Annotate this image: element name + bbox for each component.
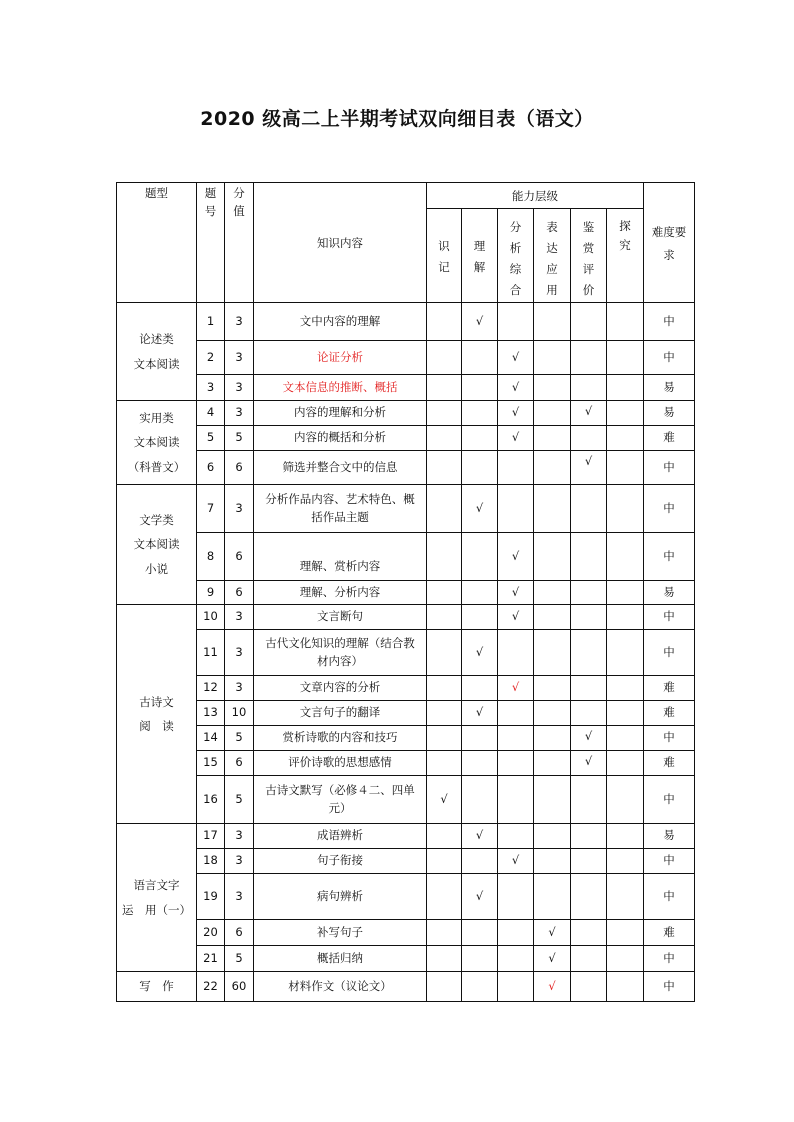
table-row xyxy=(117,533,695,581)
question-score: 3 xyxy=(225,849,254,874)
table-row xyxy=(117,776,695,824)
check-express: √ xyxy=(534,920,571,946)
check-analyze xyxy=(498,972,534,1002)
table-row xyxy=(117,726,695,751)
difficulty: 易 xyxy=(644,401,695,426)
check-memory xyxy=(427,751,462,776)
check-analyze: √ xyxy=(498,401,534,426)
header-analyze xyxy=(498,209,534,303)
difficulty: 中 xyxy=(644,485,695,533)
table-row xyxy=(117,605,695,630)
knowledge-content: 评价诗歌的思想感情 xyxy=(254,751,427,776)
check-appreciate xyxy=(571,946,607,972)
check-explore xyxy=(607,605,644,630)
question-number: 16 xyxy=(197,776,225,824)
check-understand xyxy=(462,751,498,776)
difficulty: 难 xyxy=(644,701,695,726)
difficulty: 中 xyxy=(644,533,695,581)
check-express xyxy=(534,849,571,874)
header-analyze-text: 分 析 综 合 xyxy=(509,220,522,297)
check-explore xyxy=(607,581,644,605)
table-row xyxy=(117,341,695,375)
table-row xyxy=(117,751,695,776)
check-express xyxy=(534,605,571,630)
difficulty: 中 xyxy=(644,849,695,874)
header-difficulty xyxy=(644,183,695,303)
check-appreciate xyxy=(571,676,607,701)
check-analyze xyxy=(498,485,534,533)
difficulty: 难 xyxy=(644,920,695,946)
check-understand xyxy=(462,426,498,451)
table-row xyxy=(117,303,695,341)
question-number: 1 xyxy=(197,303,225,341)
question-score: 3 xyxy=(225,485,254,533)
check-appreciate xyxy=(571,426,607,451)
check-memory xyxy=(427,726,462,751)
question-score: 6 xyxy=(225,751,254,776)
check-memory xyxy=(427,605,462,630)
check-understand xyxy=(462,946,498,972)
header-express xyxy=(534,209,571,303)
check-express xyxy=(534,776,571,824)
question-score: 5 xyxy=(225,776,254,824)
question-number: 19 xyxy=(197,874,225,920)
check-explore xyxy=(607,485,644,533)
check-memory xyxy=(427,676,462,701)
check-analyze xyxy=(498,303,534,341)
check-analyze xyxy=(498,451,534,485)
check-understand xyxy=(462,920,498,946)
difficulty: 中 xyxy=(644,605,695,630)
header-appreciate-text: 鉴 赏 评 价 xyxy=(582,220,595,297)
check-explore xyxy=(607,972,644,1002)
check-explore xyxy=(607,726,644,751)
check-appreciate: √ xyxy=(571,451,607,485)
check-memory xyxy=(427,920,462,946)
difficulty: 中 xyxy=(644,630,695,676)
check-understand xyxy=(462,581,498,605)
check-explore xyxy=(607,946,644,972)
question-number: 11 xyxy=(197,630,225,676)
question-number: 4 xyxy=(197,401,225,426)
check-memory xyxy=(427,303,462,341)
check-memory xyxy=(427,581,462,605)
check-express xyxy=(534,451,571,485)
check-analyze xyxy=(498,874,534,920)
check-express xyxy=(534,581,571,605)
knowledge-content: 补写句子 xyxy=(254,920,427,946)
question-score: 3 xyxy=(225,303,254,341)
check-understand: √ xyxy=(462,303,498,341)
check-understand xyxy=(462,375,498,401)
check-appreciate xyxy=(571,581,607,605)
header-number xyxy=(197,183,225,303)
check-understand xyxy=(462,451,498,485)
question-number: 22 xyxy=(197,972,225,1002)
question-score: 3 xyxy=(225,676,254,701)
check-analyze: √ xyxy=(498,849,534,874)
check-appreciate xyxy=(571,849,607,874)
check-express xyxy=(534,630,571,676)
table-row xyxy=(117,451,695,485)
group-label: 语言文字 运 用（一） xyxy=(117,824,197,972)
check-understand: √ xyxy=(462,485,498,533)
check-appreciate xyxy=(571,630,607,676)
question-score: 5 xyxy=(225,726,254,751)
check-express: √ xyxy=(534,972,571,1002)
header-memory-text: 识 记 xyxy=(438,238,450,274)
question-score: 6 xyxy=(225,581,254,605)
check-understand xyxy=(462,401,498,426)
knowledge-content: 句子衔接 xyxy=(254,849,427,874)
difficulty: 中 xyxy=(644,874,695,920)
group-label: 写 作 xyxy=(117,972,197,1002)
table-row xyxy=(117,426,695,451)
check-memory xyxy=(427,426,462,451)
check-explore xyxy=(607,303,644,341)
check-appreciate xyxy=(571,341,607,375)
check-analyze xyxy=(498,824,534,849)
check-memory xyxy=(427,874,462,920)
check-appreciate xyxy=(571,485,607,533)
check-explore xyxy=(607,849,644,874)
check-memory xyxy=(427,341,462,375)
difficulty: 中 xyxy=(644,451,695,485)
check-analyze: √ xyxy=(498,426,534,451)
difficulty: 中 xyxy=(644,776,695,824)
check-analyze xyxy=(498,946,534,972)
check-express xyxy=(534,401,571,426)
question-score: 3 xyxy=(225,401,254,426)
difficulty: 难 xyxy=(644,751,695,776)
header-understand xyxy=(462,209,498,303)
knowledge-content: 概括归纳 xyxy=(254,946,427,972)
knowledge-content: 内容的概括和分析 xyxy=(254,426,427,451)
check-explore xyxy=(607,630,644,676)
header-explore xyxy=(607,209,644,303)
check-understand xyxy=(462,972,498,1002)
group-label: 文学类 文本阅读 小说 xyxy=(117,485,197,605)
table-row xyxy=(117,946,695,972)
check-understand xyxy=(462,605,498,630)
question-number: 15 xyxy=(197,751,225,776)
check-explore xyxy=(607,401,644,426)
knowledge-content: 古代文化知识的理解（结合教 材内容） xyxy=(254,630,427,676)
knowledge-content: 文言断句 xyxy=(254,605,427,630)
check-analyze: √ xyxy=(498,581,534,605)
table-row xyxy=(117,485,695,533)
check-appreciate xyxy=(571,701,607,726)
check-understand: √ xyxy=(462,824,498,849)
difficulty: 中 xyxy=(644,946,695,972)
group-label: 古诗文 阅 读 xyxy=(117,605,197,824)
check-understand xyxy=(462,849,498,874)
check-memory xyxy=(427,375,462,401)
check-understand xyxy=(462,726,498,751)
table-row xyxy=(117,701,695,726)
header-express-text: 表 达 应 用 xyxy=(546,220,558,297)
knowledge-content: 成语辨析 xyxy=(254,824,427,849)
table-row xyxy=(117,972,695,1002)
difficulty: 中 xyxy=(644,303,695,341)
check-memory xyxy=(427,946,462,972)
check-understand: √ xyxy=(462,874,498,920)
question-number: 17 xyxy=(197,824,225,849)
check-analyze: √ xyxy=(498,375,534,401)
check-analyze xyxy=(498,776,534,824)
question-score: 60 xyxy=(225,972,254,1002)
check-analyze xyxy=(498,751,534,776)
table-row xyxy=(117,920,695,946)
question-score: 3 xyxy=(225,824,254,849)
header-score-text: 分 值 xyxy=(233,186,245,218)
table-row xyxy=(117,630,695,676)
check-memory xyxy=(427,849,462,874)
header-understand-text: 理 解 xyxy=(473,238,486,274)
check-express xyxy=(534,533,571,581)
group-label: 实用类 文本阅读 （科普文） xyxy=(117,401,197,485)
knowledge-content: 理解、分析内容 xyxy=(254,581,427,605)
group-label: 论述类 文本阅读 xyxy=(117,303,197,401)
knowledge-content: 分析作品内容、艺术特色、概 括作品主题 xyxy=(254,485,427,533)
check-explore xyxy=(607,426,644,451)
question-number: 7 xyxy=(197,485,225,533)
check-appreciate xyxy=(571,972,607,1002)
check-analyze: √ xyxy=(498,605,534,630)
question-number: 2 xyxy=(197,341,225,375)
knowledge-content: 内容的理解和分析 xyxy=(254,401,427,426)
check-explore xyxy=(607,751,644,776)
check-express xyxy=(534,303,571,341)
table-row xyxy=(117,375,695,401)
check-memory xyxy=(427,533,462,581)
page-title: 2020 级高二上半期考试双向细目表（语文） xyxy=(200,108,594,130)
question-score: 3 xyxy=(225,630,254,676)
knowledge-content: 材料作文（议论文） xyxy=(254,972,427,1002)
difficulty: 易 xyxy=(644,375,695,401)
check-analyze xyxy=(498,630,534,676)
check-explore xyxy=(607,451,644,485)
table-row xyxy=(117,849,695,874)
question-score: 3 xyxy=(225,605,254,630)
check-express xyxy=(534,485,571,533)
check-appreciate xyxy=(571,824,607,849)
check-express xyxy=(534,375,571,401)
check-understand xyxy=(462,776,498,824)
question-number: 5 xyxy=(197,426,225,451)
header-difficulty-text: 难度要 求 xyxy=(651,224,687,262)
check-appreciate xyxy=(571,533,607,581)
check-appreciate: √ xyxy=(571,751,607,776)
table-row xyxy=(117,676,695,701)
table-row xyxy=(117,874,695,920)
difficulty: 难 xyxy=(644,426,695,451)
table-row xyxy=(117,824,695,849)
question-score: 5 xyxy=(225,946,254,972)
question-number: 12 xyxy=(197,676,225,701)
check-memory xyxy=(427,401,462,426)
question-score: 6 xyxy=(225,920,254,946)
check-analyze xyxy=(498,920,534,946)
check-memory xyxy=(427,485,462,533)
check-explore xyxy=(607,776,644,824)
table-row xyxy=(117,581,695,605)
question-score: 6 xyxy=(225,533,254,581)
header-ability: 能力层级 xyxy=(427,183,644,209)
question-number: 21 xyxy=(197,946,225,972)
question-number: 8 xyxy=(197,533,225,581)
difficulty: 中 xyxy=(644,726,695,751)
check-understand xyxy=(462,676,498,701)
check-express xyxy=(534,726,571,751)
check-analyze xyxy=(498,726,534,751)
question-number: 20 xyxy=(197,920,225,946)
header-memory xyxy=(427,209,462,303)
header-explore-text: 探 究 xyxy=(619,219,631,252)
question-number: 9 xyxy=(197,581,225,605)
specification-table xyxy=(116,182,695,1002)
knowledge-content: 赏析诗歌的内容和技巧 xyxy=(254,726,427,751)
question-number: 3 xyxy=(197,375,225,401)
question-score: 3 xyxy=(225,341,254,375)
knowledge-content: 论证分析 xyxy=(254,341,427,375)
difficulty: 易 xyxy=(644,824,695,849)
question-number: 14 xyxy=(197,726,225,751)
check-appreciate: √ xyxy=(571,401,607,426)
check-analyze: √ xyxy=(498,676,534,701)
check-express xyxy=(534,701,571,726)
difficulty: 中 xyxy=(644,341,695,375)
question-score: 3 xyxy=(225,375,254,401)
check-understand xyxy=(462,341,498,375)
check-appreciate xyxy=(571,375,607,401)
check-appreciate xyxy=(571,874,607,920)
difficulty: 中 xyxy=(644,972,695,1002)
check-analyze: √ xyxy=(498,533,534,581)
check-analyze xyxy=(498,701,534,726)
knowledge-content: 病句辨析 xyxy=(254,874,427,920)
question-score: 10 xyxy=(225,701,254,726)
knowledge-content: 文本信息的推断、概括 xyxy=(254,375,427,401)
check-express xyxy=(534,824,571,849)
check-appreciate xyxy=(571,776,607,824)
difficulty: 难 xyxy=(644,676,695,701)
question-number: 13 xyxy=(197,701,225,726)
check-memory xyxy=(427,972,462,1002)
question-score: 6 xyxy=(225,451,254,485)
check-explore xyxy=(607,874,644,920)
header-type: 题型 xyxy=(117,183,197,303)
check-memory xyxy=(427,701,462,726)
check-memory: √ xyxy=(427,776,462,824)
check-understand: √ xyxy=(462,701,498,726)
table-row xyxy=(117,401,695,426)
check-express xyxy=(534,751,571,776)
header-appreciate xyxy=(571,209,607,303)
check-explore xyxy=(607,533,644,581)
header-score xyxy=(225,183,254,303)
check-memory xyxy=(427,451,462,485)
check-explore xyxy=(607,920,644,946)
check-appreciate xyxy=(571,303,607,341)
question-number: 6 xyxy=(197,451,225,485)
question-number: 10 xyxy=(197,605,225,630)
check-express xyxy=(534,341,571,375)
check-express xyxy=(534,426,571,451)
check-explore xyxy=(607,701,644,726)
knowledge-content: 筛选并整合文中的信息 xyxy=(254,451,427,485)
check-appreciate xyxy=(571,605,607,630)
knowledge-content: 文言句子的翻译 xyxy=(254,701,427,726)
check-memory xyxy=(427,630,462,676)
knowledge-content: 文章内容的分析 xyxy=(254,676,427,701)
knowledge-content: 古诗文默写（必修４二、四单 元） xyxy=(254,776,427,824)
check-appreciate xyxy=(571,920,607,946)
check-explore xyxy=(607,341,644,375)
check-explore xyxy=(607,824,644,849)
header-content: 知识内容 xyxy=(254,183,427,303)
check-explore xyxy=(607,375,644,401)
check-express xyxy=(534,676,571,701)
question-score: 5 xyxy=(225,426,254,451)
check-understand: √ xyxy=(462,630,498,676)
question-score: 3 xyxy=(225,874,254,920)
knowledge-content: 文中内容的理解 xyxy=(254,303,427,341)
question-number: 18 xyxy=(197,849,225,874)
header-number-text: 题 号 xyxy=(204,186,217,218)
knowledge-content: 理解、赏析内容 xyxy=(254,533,427,581)
check-express xyxy=(534,874,571,920)
check-explore xyxy=(607,676,644,701)
difficulty: 易 xyxy=(644,581,695,605)
check-express: √ xyxy=(534,946,571,972)
check-analyze: √ xyxy=(498,341,534,375)
check-appreciate: √ xyxy=(571,726,607,751)
check-understand xyxy=(462,533,498,581)
check-memory xyxy=(427,824,462,849)
